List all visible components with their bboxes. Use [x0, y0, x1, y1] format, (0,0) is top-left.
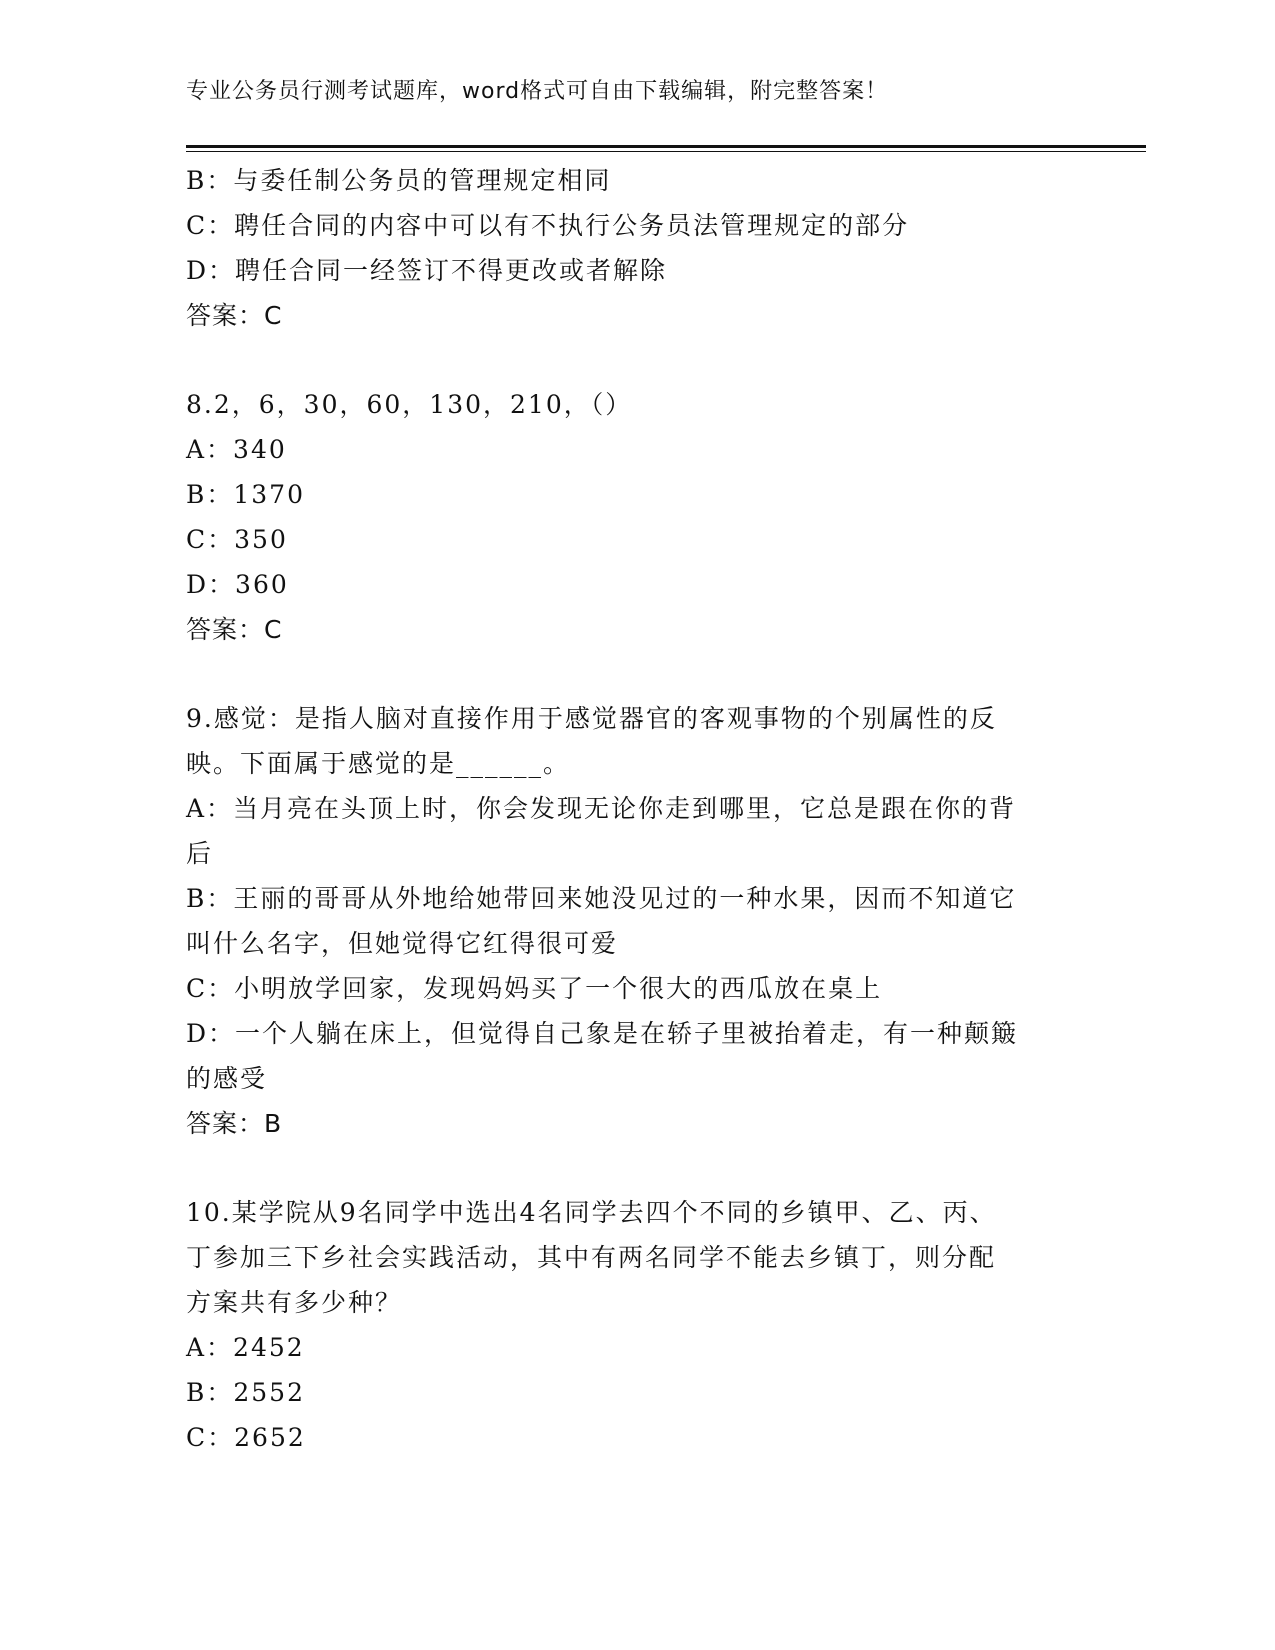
- page-header: 专业公务员行测考试题库，word格式可自由下载编辑，附完整答案！: [186, 79, 889, 104]
- q10-option-b: B：2552: [186, 1378, 305, 1407]
- q9-option-c: C：小明放学回家，发现妈妈买了一个很大的西瓜放在桌上: [186, 974, 883, 1003]
- q7-option-b: B：与委任制公务员的管理规定相同: [186, 166, 612, 195]
- q8-answer: 答案：C: [186, 615, 283, 644]
- q8-option-c: C：350: [186, 525, 288, 554]
- q10-stem-line1: 10.某学院从9名同学中选出4名同学去四个不同的乡镇甲、乙、丙、: [186, 1198, 997, 1227]
- q9-option-b-line2: 叫什么名字，但她觉得它红得很可爱: [186, 929, 619, 958]
- q9-option-a-line2: 后: [186, 839, 214, 868]
- q7-option-d: D：聘任合同一经签订不得更改或者解除: [186, 256, 668, 285]
- header-rule-thick: [186, 145, 1146, 148]
- q10-stem-line3: 方案共有多少种？: [186, 1288, 403, 1317]
- q9-stem-line1: 9.感觉：是指人脑对直接作用于感觉器官的客观事物的个别属性的反: [186, 704, 997, 733]
- spacer: [186, 338, 1066, 382]
- q10-stem-line2: 丁参加三下乡社会实践活动，其中有两名同学不能去乡镇丁，则分配: [186, 1243, 997, 1272]
- q8-option-d: D：360: [186, 570, 289, 599]
- q9-option-d-line2: 的感受: [186, 1064, 268, 1093]
- q8-option-b: B：1370: [186, 480, 305, 509]
- q7-answer: 答案：C: [186, 301, 283, 330]
- q7-option-c: C：聘任合同的内容中可以有不执行公务员法管理规定的部分: [186, 211, 910, 240]
- q9-option-d-line1: D：一个人躺在床上，但觉得自己象是在轿子里被抬着走，有一种颠簸: [186, 1019, 1019, 1048]
- question-content: [186, 158, 1066, 1460]
- q10-option-c: C：2652: [186, 1423, 306, 1452]
- q9-option-b-line1: B：王丽的哥哥从外地给她带回来她没见过的一种水果，因而不知道它: [186, 884, 1017, 913]
- q9-stem-line2: 映。下面属于感觉的是______。: [186, 749, 571, 778]
- spacer: [186, 652, 1066, 696]
- q8-stem: 8.2，6，30，60，130，210，（）: [186, 390, 633, 419]
- q9-option-a-line1: A：当月亮在头顶上时，你会发现无论你走到哪里，它总是跟在你的背: [186, 794, 1017, 823]
- spacer: [186, 1146, 1066, 1190]
- header-rule-thin: [186, 151, 1146, 152]
- q10-option-a: A：2452: [186, 1333, 305, 1362]
- q9-answer: 答案：B: [186, 1109, 283, 1138]
- q8-option-a: A：340: [186, 435, 287, 464]
